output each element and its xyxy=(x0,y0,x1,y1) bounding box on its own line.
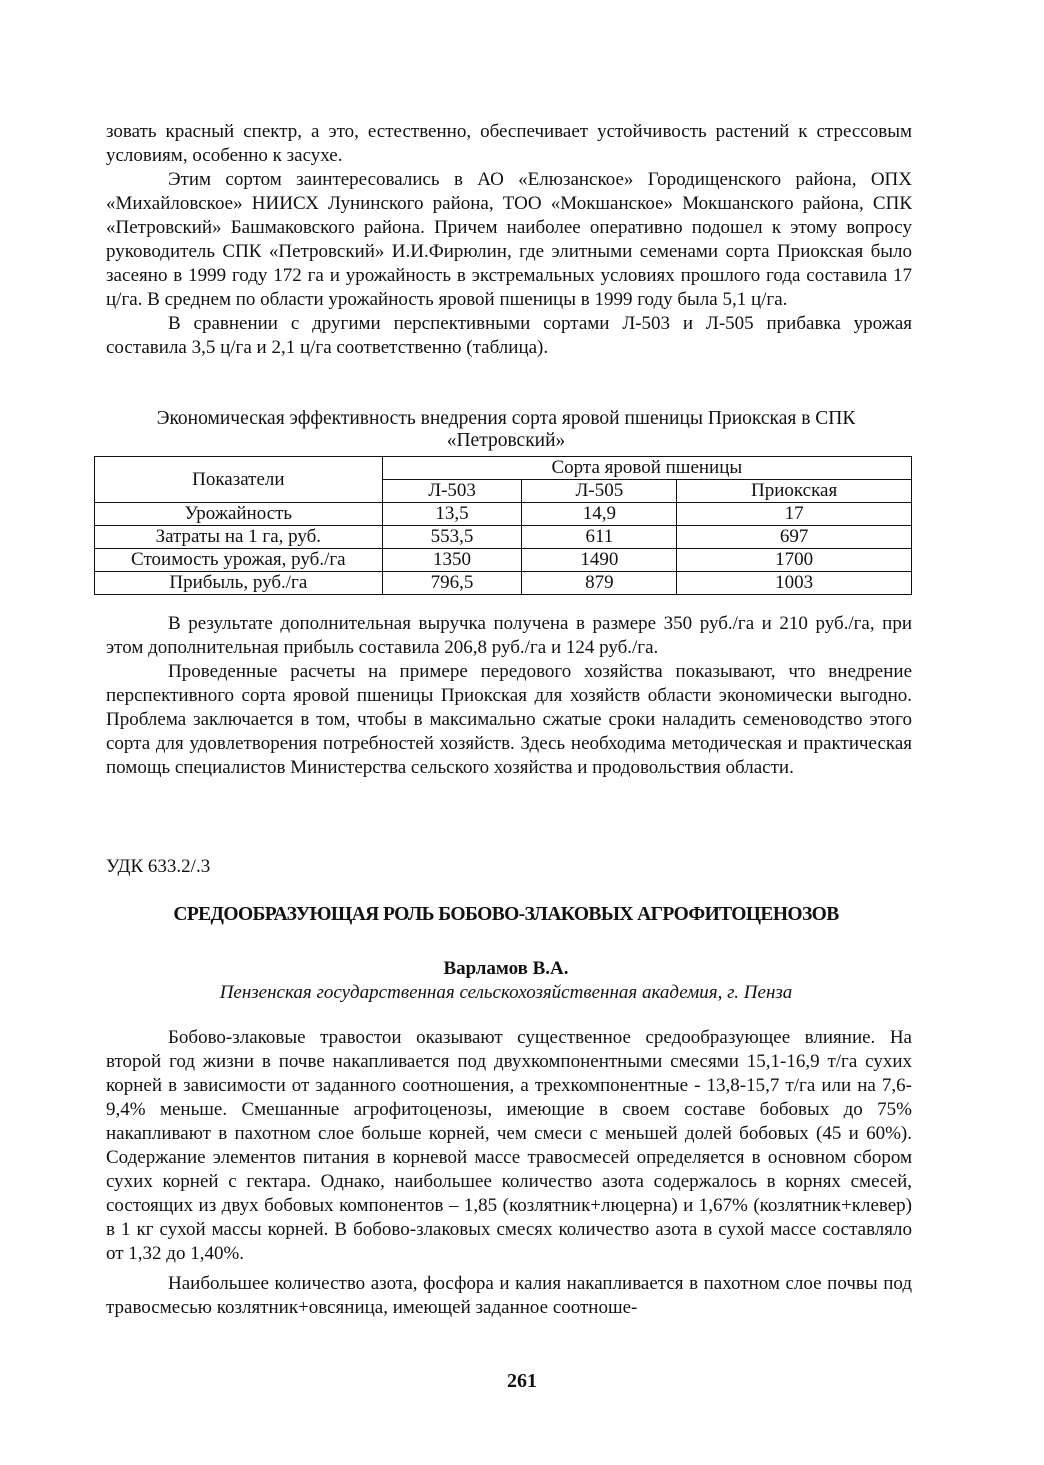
row-label: Стоимость урожая, руб./га xyxy=(95,549,383,572)
table-cell: 796,5 xyxy=(382,572,522,595)
table-cell: 611 xyxy=(522,526,677,549)
article-paragraph-2: Наибольшее количество азота, фосфора и калия накапливается в пахотном слое почвы под травосмесью козлятник+овсяница, имеющей заданное соотноше- xyxy=(106,1273,912,1318)
table-cell: 1490 xyxy=(522,549,677,572)
column-header: Л-503 xyxy=(382,480,522,503)
header-indicators: Показатели xyxy=(95,457,383,503)
page-number: 261 xyxy=(507,1370,537,1392)
author-affiliation: Пензенская государственная сельскохозяйственная академия, г. Пенза xyxy=(219,982,793,1003)
intro-text xyxy=(106,120,912,360)
economic-efficiency-table xyxy=(94,456,912,595)
row-label: Затраты на 1 га, руб. xyxy=(95,526,383,549)
article-title: СРЕДООБРАЗУЮЩАЯ РОЛЬ БОБОВО-ЗЛАКОВЫХ АГРОФИТОЦЕНОЗОВ xyxy=(173,904,839,925)
after-table-paragraph-2: Проведенные расчеты на примере передового хозяйства показывают, что внедрение перспективного сорта яровой пшеницы Приокская для хозяйств области экономически выгодно. Проблема заключается в том, чтобы в максимально сжатые сроки наладить семеноводство этого сорта для удовлетворения потребностей хозяйств. Здесь необходима методическая и практическая помощь специалистов Министерства сельского хозяйства и продовольствия области. xyxy=(106,661,912,778)
intro-paragraph-3: В сравнении с другими перспективными сортами Л-503 и Л-505 прибавка урожая составила 3,5 ц/га и 2,1 ц/га соответственно (таблица). xyxy=(106,313,912,358)
column-header: Приокская xyxy=(677,480,912,503)
table-cell: 553,5 xyxy=(382,526,522,549)
row-label: Урожайность xyxy=(95,503,383,526)
table-cell: 14,9 xyxy=(522,503,677,526)
intro-paragraph-1: зовать красный спектр, а это, естественно, обеспечивает устойчивость растений к стрессовым условиям, особенно к засухе. xyxy=(106,121,912,166)
table-cell: 1350 xyxy=(382,549,522,572)
article-body xyxy=(106,1026,912,1320)
column-header: Л-505 xyxy=(522,480,677,503)
table-cell: 1700 xyxy=(677,549,912,572)
intro-paragraph-2: Этим сортом заинтересовались в АО «Елюзанское» Городищенского района, ОПХ «Михайловское» НИИСХ Лунинского района, ТОО «Мокшанское» Мокшанского района, СПК «Петровский» Башмаковского района. Причем наиболее оперативно подошел к этому вопросу руководитель СПК «Петровский» И.И.Фирюлин, где элитными семенами сорта Приокская было засеяно в 1999 году 172 га и урожайность в экстремальных условиях прошлого года составила 17 ц/га. В среднем по области урожайность яровой пшеницы в 1999 году была 5,1 ц/га. xyxy=(106,169,912,310)
table-row xyxy=(95,526,912,549)
table-cell: 1003 xyxy=(677,572,912,595)
table-cell: 697 xyxy=(677,526,912,549)
table-row xyxy=(95,503,912,526)
after-table-text xyxy=(106,612,912,780)
table-cell: 13,5 xyxy=(382,503,522,526)
table-row xyxy=(95,572,912,595)
row-label: Прибыль, руб./га xyxy=(95,572,383,595)
after-table-paragraph-1: В результате дополнительная выручка получена в размере 350 руб./га и 210 руб./га, при этом дополнительная прибыль составила 206,8 руб./га и 124 руб./га. xyxy=(106,613,912,658)
table-cell: 879 xyxy=(522,572,677,595)
article-author: Варламов В.А. xyxy=(443,958,569,979)
table-row xyxy=(95,549,912,572)
table-caption: Экономическая эффективность внедрения сорта яровой пшеницы Приокская в СПК «Петровский» xyxy=(156,408,856,451)
article-paragraph-1: Бобово-злаковые травостои оказывают существенное средообразующее влияние. На второй год жизни в почве накапливается под двухкомпонентными смесями 15,1-16,9 т/га сухих корней в зависимости от заданного соотношения, а трехкомпонентные - 13,8-15,7 т/га или на 7,6-9,4% меньше. Смешанные агрофитоценозы, имеющие в своем составе бобовых до 75% накапливают в пахотном слое больше корней, чем смеси с меньшей долей бобовых (45 и 60%). Содержание элементов питания в корневой массе травосмесей определяется в основном сбором сухих корней с гектара. Однако, наибольшее количество азота содержалось в корнях смесей, состоящих из двух бобовых компонентов – 1,85 (козлятник+люцерна) и 1,67% (козлятник+клевер) в 1 кг сухой массы корней. В бобово-злаковых смесях количество азота в сухой массе составляло от 1,32 до 1,40%. xyxy=(106,1027,912,1264)
header-variety-group: Сорта яровой пшеницы xyxy=(382,457,911,480)
table-cell: 17 xyxy=(677,503,912,526)
udk-code: УДК 633.2/.3 xyxy=(106,856,211,877)
